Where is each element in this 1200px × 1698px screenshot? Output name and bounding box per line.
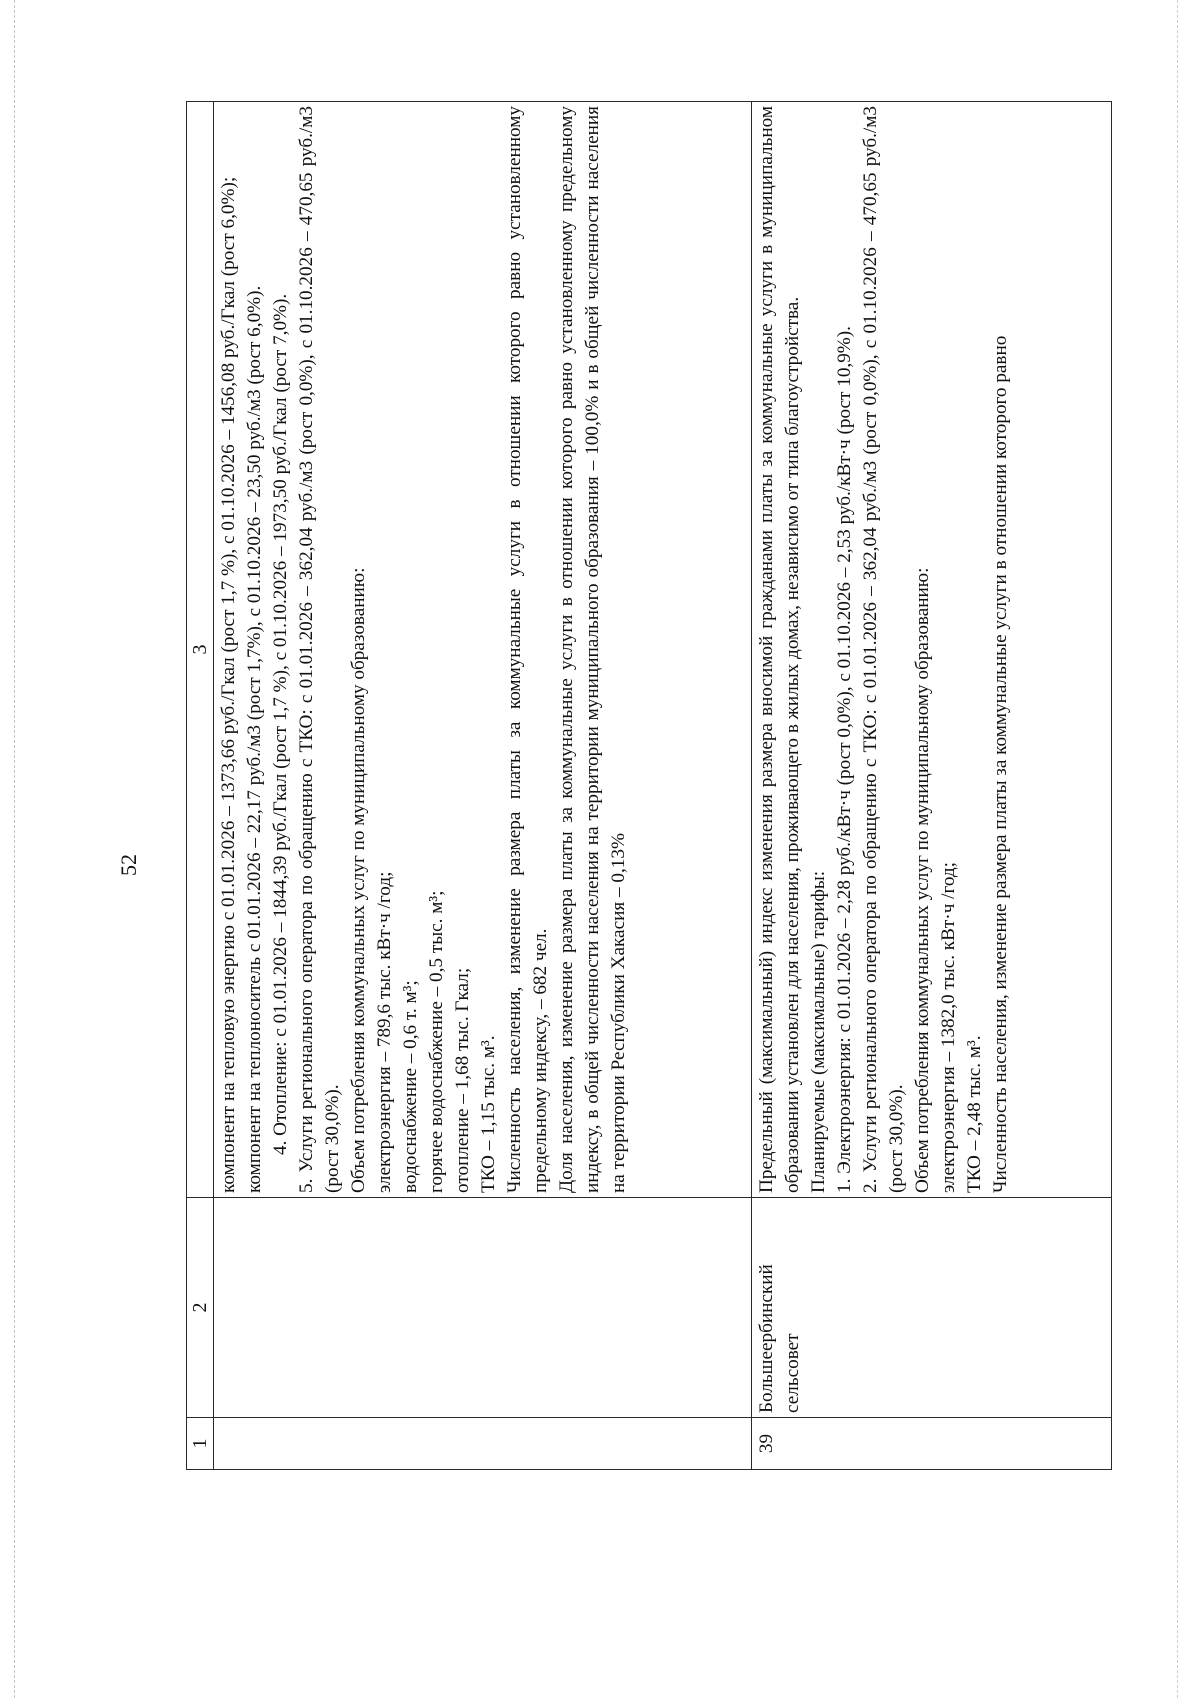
text-line: Доля населения, изменение размера платы за коммунальные услуги в отношении которого равно установленному предельному индексу, в общей численности населения на территории муниципального образования – 100,0% и в общей численности населения на территории Республики Хакасия – 0,13% [556,106,629,1193]
row-description [752,102,1112,1198]
row-number: 39 [752,1418,1112,1470]
text-line: Предельный (максимальный) индекс изменения размера вносимой гражданами платы за коммунальные услуги в муниципальном образовании установлен для населения, проживающего в жилых домах, независимо от типа благоустройства. [756,106,803,1193]
table-row-continuation [214,102,752,1470]
page-number: 52 [116,854,141,876]
text-line: электроэнергия – 1382,0 тыс. кВт·ч /год; [938,861,959,1193]
municipality-name [214,1198,752,1418]
row-number [214,1418,752,1470]
table-row-39 [752,102,1112,1470]
text-line: отопление – 1,68 тыс. Гкал; [452,967,473,1193]
header-col-3: 3 [187,102,214,1198]
text-line: 4. Отопление: с 01.01.2026 – 1844,39 руб./Гкал (рост 1,7 %), с 01.10.2026 – 1973,50 руб./Гкал (рост 7,0%). [270,293,291,1155]
text-line: водоснабжение – 0,6 т. м³; [400,980,421,1193]
text-line: Объем потребления коммунальных услуг по муниципальному образованию: [348,567,369,1193]
tariff-table [186,101,1112,1470]
row-description [214,102,752,1198]
text-line: Объем потребления коммунальных услуг по муниципальному образованию: [912,567,933,1193]
text-line: Планируемые (максимальные) тарифы: [808,870,829,1193]
text-line: Численность населения, изменение размера платы за коммунальные услуги в отношении которого равно установленному предельному индексу, – 682 чел. [504,106,551,1193]
table-header-row [187,102,214,1470]
header-col-2: 2 [187,1198,214,1418]
header-col-1: 1 [187,1418,214,1470]
text-line: 5. Услуги регионального оператора по обращению с ТКО: с 01.01.2026 – 362,04 руб./м3 (рост 0,0%), с 01.10.2026 – 470,65 руб./м3 (рост 30,0%). [296,106,343,1193]
text-line: электроэнергия – 789,6 тыс. кВт·ч /год; [374,871,395,1193]
text-line: компонент на тепловую энергию с 01.01.2026 – 1373,66 руб./Гкал (рост 1,7 %), с 01.10.2026 – 1456,08 руб./Гкал (рост 6,0%); [218,176,239,1193]
municipality-name: Большеербинский сельсовет [752,1198,1112,1418]
text-line: 2. Услуги регионального оператора по обращению с ТКО: с 01.01.2026 – 362,04 руб./м3 (рост 0,0%), с 01.10.2026 – 470,65 руб./м3 (рост 30,0%). [860,106,907,1193]
text-line: ТКО – 2,48 тыс. м³. [964,1035,985,1193]
text-line: Численность населения, изменение размера платы за коммунальные услуги в отношении которого равно [990,335,1011,1193]
text-line: компонент на теплоноситель с 01.01.2026 – 22,17 руб./м3 (рост 1,7%), с 01.10.2026 – 23,50 руб./м3 (рост 6,0%). [244,285,265,1193]
text-line: горячее водоснабжение – 0,5 тыс. м³; [426,890,447,1193]
text-line: ТКО – 1,15 тыс. м³. [478,1035,499,1193]
text-line: 1. Электроэнергия: с 01.01.2026 – 2,28 руб./кВт·ч (рост 0,0%), с 01.10.2026 – 2,53 руб./кВт·ч (рост 10,9%). [834,326,855,1193]
